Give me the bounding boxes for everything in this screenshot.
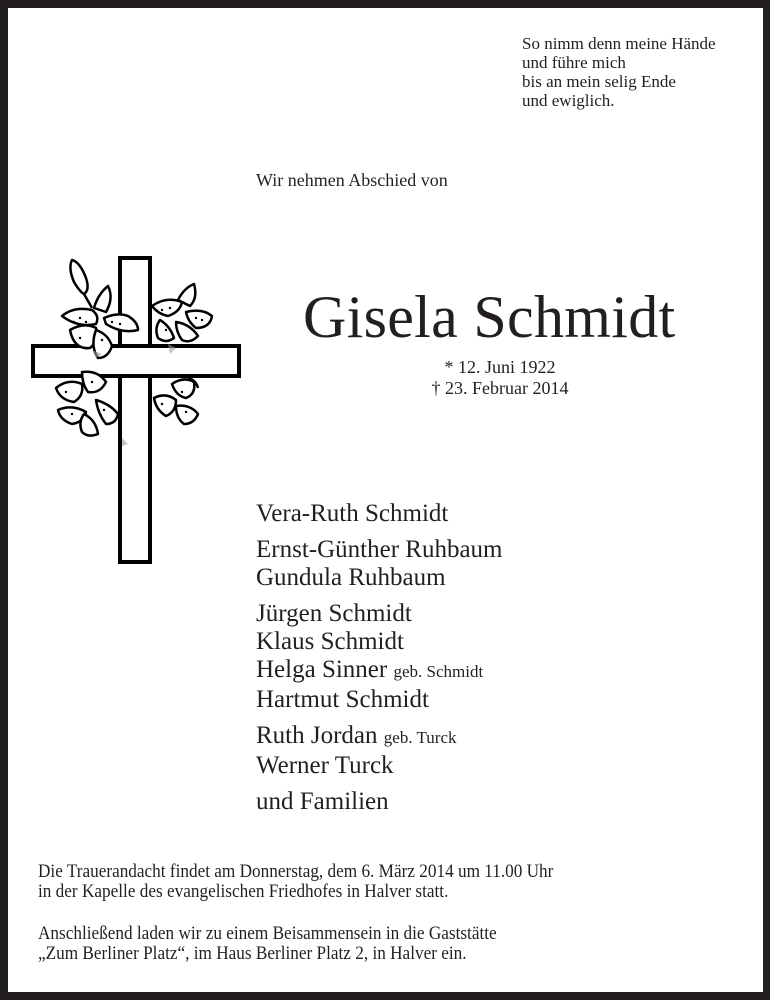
maiden-name-note: geb. Schmidt <box>393 662 484 681</box>
mourner-name: Klaus Schmidt <box>256 628 404 655</box>
mourner-name: Gundula Ruhbaum <box>256 564 446 591</box>
mourner-group <box>256 788 502 816</box>
funeral-service-paragraph <box>38 862 553 902</box>
life-dates <box>415 357 585 399</box>
service-line: in der Kapelle des evangelischen Friedhofes in Halver statt. <box>38 882 449 902</box>
mourner-name: Helga Sinner <box>256 656 388 683</box>
mourner-row <box>256 500 502 528</box>
mourner-row <box>256 656 502 686</box>
mourner-row <box>256 686 502 714</box>
mourner-name: und Familien <box>256 788 389 815</box>
verse-line: und führe mich <box>522 53 626 72</box>
service-details <box>38 862 553 986</box>
mourner-group <box>256 722 502 780</box>
reception-paragraph <box>38 924 553 964</box>
mourner-row <box>256 628 502 656</box>
mourners-list <box>256 500 502 824</box>
mourner-row <box>256 788 502 816</box>
verse-line: und ewiglich. <box>522 91 615 110</box>
mourner-name: Vera-Ruth Schmidt <box>256 500 449 527</box>
death-date: † 23. Februar 2014 <box>431 378 569 398</box>
mourner-row <box>256 722 502 752</box>
verse-quote <box>522 34 716 110</box>
mourner-row <box>256 600 502 628</box>
intro-text: Wir nehmen Abschied von <box>256 170 448 190</box>
mourner-row <box>256 536 502 564</box>
mourner-name: Werner Turck <box>256 752 394 779</box>
mourner-group <box>256 600 502 714</box>
mourner-row <box>256 752 502 780</box>
mourner-row <box>256 564 502 592</box>
verse-line: bis an mein selig Ende <box>522 72 676 91</box>
verse-line: So nimm denn meine Hände <box>522 34 716 53</box>
cross-with-lilies-icon <box>12 240 252 570</box>
mourner-name: Jürgen Schmidt <box>256 600 412 627</box>
birth-date: * 12. Juni 1922 <box>444 357 556 377</box>
mourner-group <box>256 500 502 528</box>
maiden-name-note: geb. Turck <box>383 728 457 747</box>
mourner-name: Hartmut Schmidt <box>256 686 429 713</box>
deceased-name: Gisela Schmidt <box>303 284 676 350</box>
service-line: „Zum Berliner Platz“, im Haus Berliner Platz 2, in Halver ein. <box>38 944 467 964</box>
service-line: Anschließend laden wir zu einem Beisammensein in die Gaststätte <box>38 924 497 944</box>
mourner-name: Ernst-Günther Ruhbaum <box>256 536 503 563</box>
mourner-group <box>256 536 502 592</box>
mourner-name: Ruth Jordan <box>256 722 378 749</box>
service-line: Die Trauerandacht findet am Donnerstag, dem 6. März 2014 um 11.00 Uhr <box>38 862 554 882</box>
